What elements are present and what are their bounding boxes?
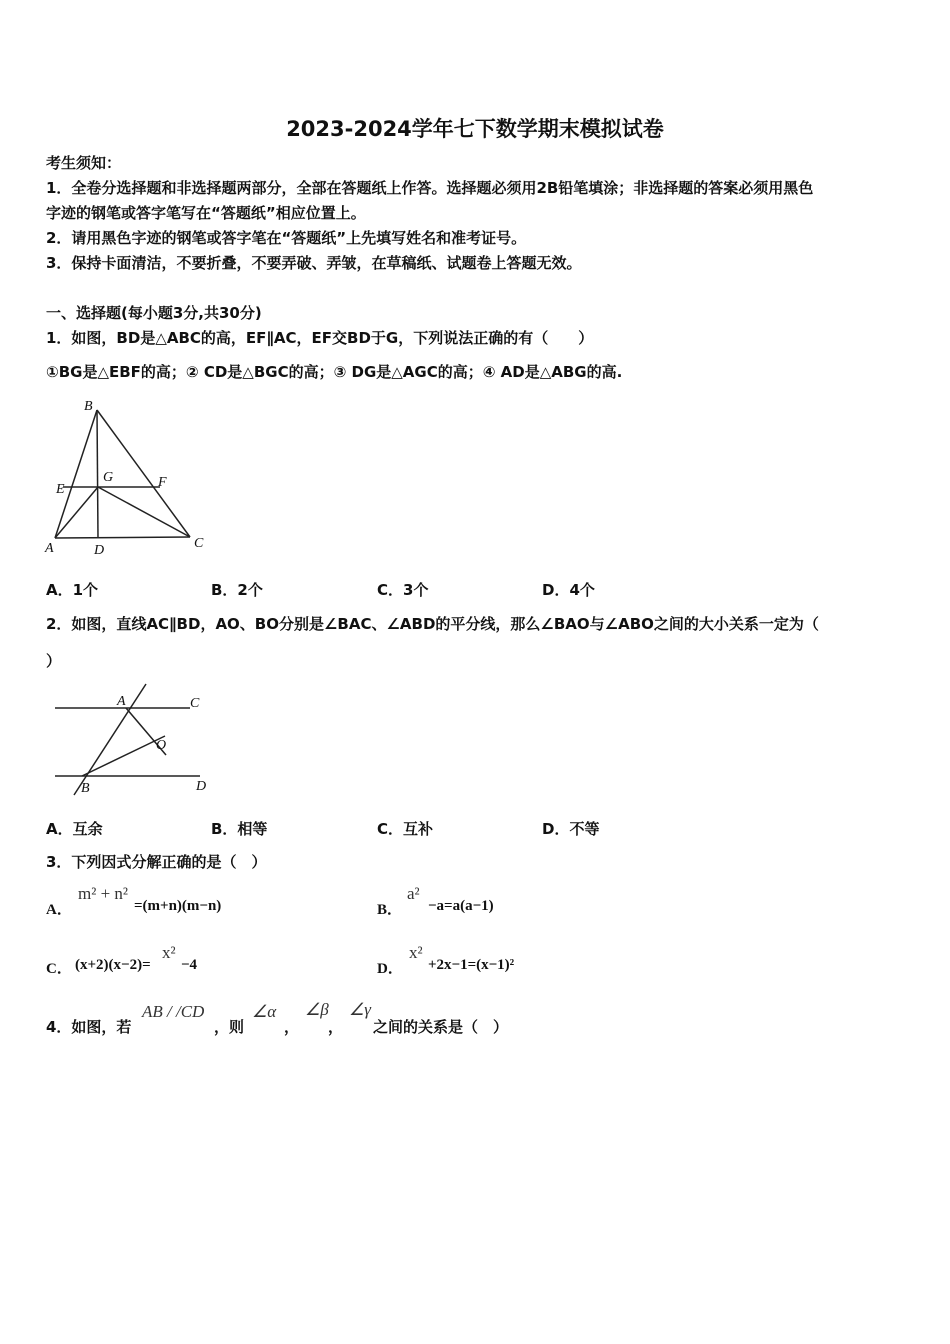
q3-option-a-rest: =(m+n)(m−n) bbox=[134, 898, 222, 914]
notice-line: 3．保持卡面清洁，不要折叠，不要弄破、弄皱，在草稿纸、试题卷上答题无效。 bbox=[46, 254, 582, 272]
q4-alpha: ∠α bbox=[252, 1002, 277, 1021]
q4-comma: ， bbox=[284, 1018, 300, 1036]
q3-option-b-label: B． bbox=[377, 902, 403, 918]
label-D: D bbox=[196, 779, 207, 794]
q4-suffix: 之间的关系是（ ） bbox=[373, 1018, 509, 1036]
label-D: D bbox=[94, 543, 105, 558]
q3-option-c-rest: −4 bbox=[181, 957, 198, 973]
q2-stem-end: ） bbox=[46, 652, 62, 670]
q3-option-c-pre: (x+2)(x−2)= bbox=[75, 957, 151, 973]
notice-line: 1．全卷分选择题和非选择题两部分，全部在答题纸上作答。选择题必须用2B铅笔填涂；非选择题的答案必须用黑色 bbox=[46, 179, 814, 197]
q1-option-a: A．1个 bbox=[46, 581, 99, 599]
page-title: 2023-2024学年七下数学期末模拟试卷 bbox=[286, 117, 664, 141]
q1-option-d: D．4个 bbox=[542, 581, 595, 599]
label-O: O bbox=[156, 738, 167, 753]
label-C: C bbox=[190, 696, 200, 711]
q3-option-c-math: x² bbox=[162, 943, 176, 962]
q2-option-b: B．相等 bbox=[211, 820, 268, 838]
q3-option-b-rest: −a=a(a−1) bbox=[428, 898, 494, 914]
notice-line: 2．请用黑色字迹的钢笔或答字笔在“答题纸”上先填写姓名和准考证号。 bbox=[46, 229, 527, 247]
q4-prefix: 4．如图，若 bbox=[46, 1018, 132, 1036]
q3-option-c-label: C． bbox=[46, 961, 72, 977]
q1-option-c: C．3个 bbox=[377, 581, 429, 599]
label-G: G bbox=[103, 470, 114, 485]
q3-option-d-label: D． bbox=[377, 961, 403, 977]
q1-statements: ①BG是△EBF的高；② CD是△BGC的高；③ DG是△AGC的高；④ AD是△ABG的高. bbox=[46, 363, 623, 381]
q4-comma: ， bbox=[328, 1018, 344, 1036]
label-C: C bbox=[194, 536, 204, 551]
q3-option-a-label: A． bbox=[46, 902, 72, 918]
label-B: B bbox=[81, 781, 90, 796]
section-heading: 一、选择题(每小题3分,共30分) bbox=[46, 304, 262, 322]
label-E: E bbox=[56, 482, 65, 497]
q3-stem: 3．下列因式分解正确的是（ ） bbox=[46, 853, 267, 871]
q2-stem: 2．如图，直线AC∥BD，AO、BO分别是∠BAC、∠ABD的平分线，那么∠BAO与∠ABO之间的大小关系一定为（ bbox=[46, 615, 819, 633]
label-A: A bbox=[45, 541, 54, 556]
q3-option-a-math: m² + n² bbox=[78, 884, 129, 903]
label-B: B bbox=[84, 399, 93, 414]
q4-beta: ∠β bbox=[305, 1000, 329, 1019]
q4-parallel: AB / /CD bbox=[142, 1002, 205, 1021]
q2-option-a: A．互余 bbox=[46, 820, 103, 838]
notice-line: 字迹的钢笔或答字笔写在“答题纸”相应位置上。 bbox=[46, 204, 366, 222]
q4-gamma: ∠γ bbox=[349, 1000, 371, 1019]
notice-heading: 考生须知： bbox=[46, 154, 122, 172]
q1-stem: 1．如图，BD是△ABC的高，EF∥AC，EF交BD于G，下列说法正确的有（ ） bbox=[46, 329, 594, 347]
q2-option-d: D．不等 bbox=[542, 820, 600, 838]
q4-then: ，则 bbox=[214, 1018, 245, 1036]
q3-option-d-rest: +2x−1=(x−1)² bbox=[428, 957, 515, 973]
label-F: F bbox=[158, 475, 167, 490]
q3-option-d-math: x² bbox=[409, 943, 423, 962]
q2-option-c: C．互补 bbox=[377, 820, 434, 838]
label-A: A bbox=[117, 694, 126, 709]
q3-option-b-math: a² bbox=[407, 884, 420, 903]
q1-option-b: B．2个 bbox=[211, 581, 263, 599]
